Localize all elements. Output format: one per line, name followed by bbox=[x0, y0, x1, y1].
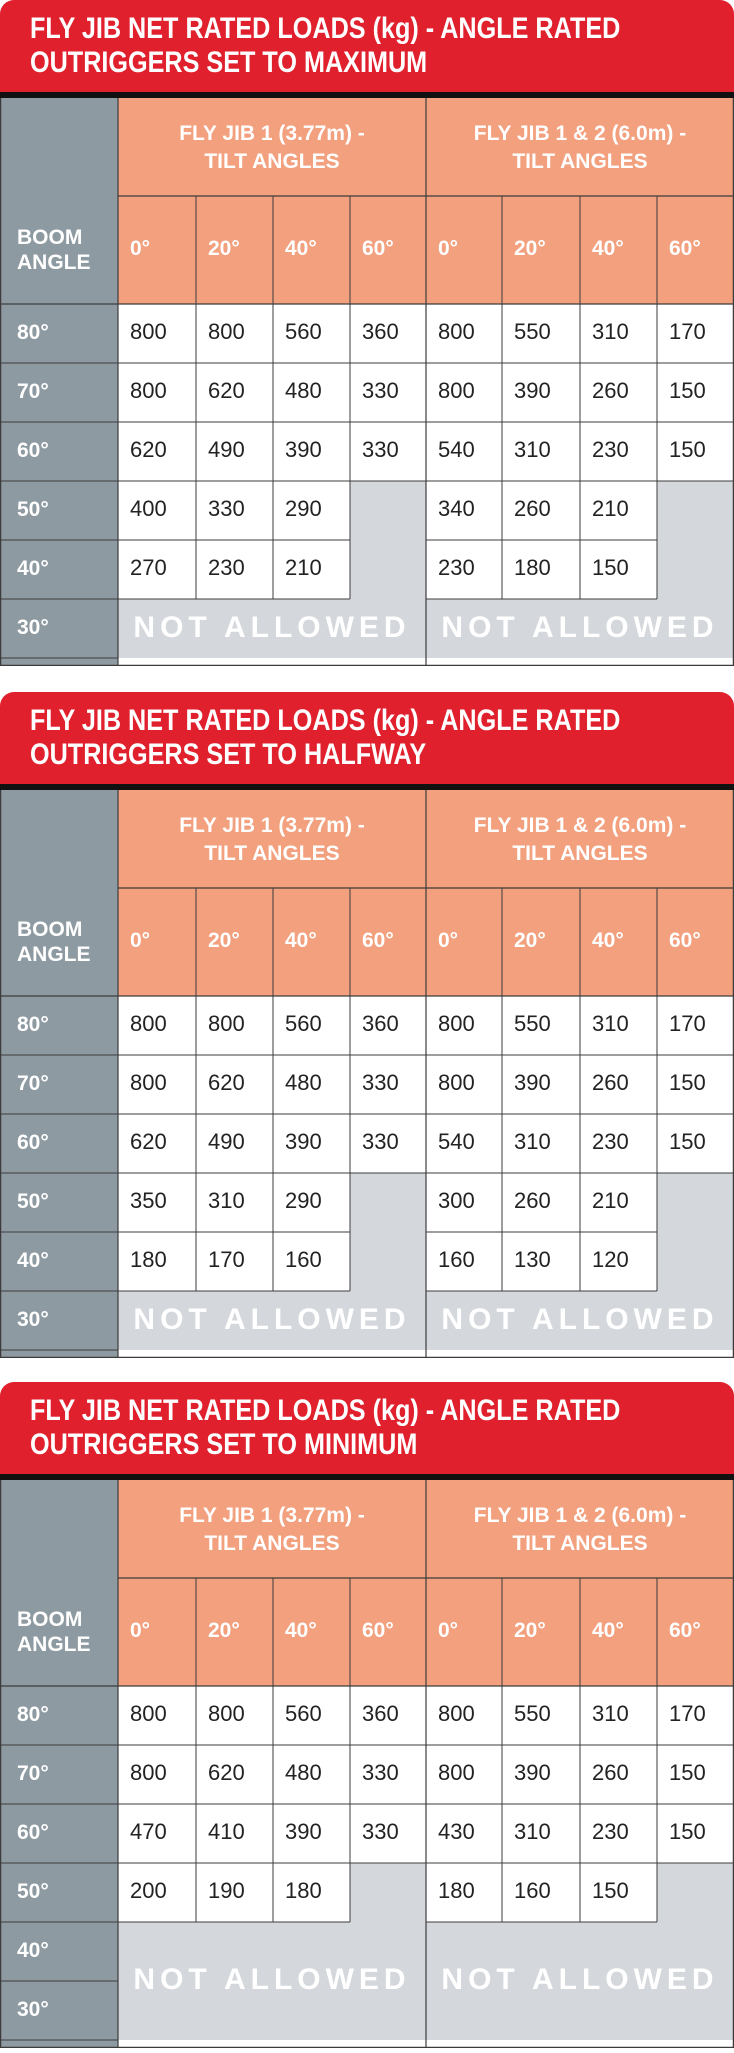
load-value-cell bbox=[350, 363, 426, 422]
load-value: 800 bbox=[438, 378, 475, 403]
load-value-cell bbox=[426, 1173, 502, 1232]
load-value-cell bbox=[196, 422, 273, 481]
jib2-header-line-2: TILT ANGLES bbox=[512, 842, 648, 865]
load-value-cell bbox=[502, 1173, 580, 1232]
load-value-cell bbox=[350, 1686, 426, 1745]
load-value-cell bbox=[426, 1804, 502, 1863]
load-value-cell bbox=[350, 1804, 426, 1863]
empty-cell bbox=[657, 1232, 734, 1291]
load-value-cell bbox=[273, 304, 350, 363]
not-allowed-label: NOT ALLOWED bbox=[133, 610, 411, 644]
load-value-cell bbox=[350, 422, 426, 481]
table-title-line-2: OUTRIGGERS SET TO MAXIMUM bbox=[30, 46, 428, 79]
load-value-cell bbox=[118, 996, 196, 1055]
load-value-cell bbox=[502, 304, 580, 363]
load-value: 800 bbox=[438, 1760, 475, 1785]
tilt-angle-label: 0° bbox=[438, 237, 459, 260]
load-value: 150 bbox=[669, 1129, 706, 1154]
jib2-header-line-2: TILT ANGLES bbox=[512, 1532, 648, 1555]
load-value: 230 bbox=[438, 555, 475, 580]
load-value-cell bbox=[273, 1114, 350, 1173]
load-value: 490 bbox=[208, 437, 245, 462]
load-value: 400 bbox=[130, 496, 167, 521]
load-value-cell bbox=[118, 363, 196, 422]
load-value-cell bbox=[657, 304, 734, 363]
load-value: 150 bbox=[592, 555, 629, 580]
load-value-cell bbox=[273, 996, 350, 1055]
load-value: 390 bbox=[514, 378, 551, 403]
load-value-cell bbox=[502, 1745, 580, 1804]
tilt-angle-label: 40° bbox=[285, 929, 317, 952]
tilt-angle-label: 60° bbox=[362, 237, 394, 260]
load-value: 160 bbox=[438, 1247, 475, 1272]
load-value-cell bbox=[426, 1055, 502, 1114]
load-value: 170 bbox=[669, 1011, 706, 1036]
jib1-header-line-2: TILT ANGLES bbox=[204, 1532, 340, 1555]
load-value-cell bbox=[580, 1745, 657, 1804]
boom-angle-row-label: 40° bbox=[17, 1939, 49, 1962]
load-value-cell bbox=[273, 1745, 350, 1804]
load-value-cell bbox=[350, 1745, 426, 1804]
load-value: 200 bbox=[130, 1878, 167, 1903]
tilt-angle-label: 40° bbox=[592, 237, 624, 260]
tilt-angle-label: 0° bbox=[130, 237, 151, 260]
load-value: 300 bbox=[438, 1188, 475, 1213]
load-value-cell bbox=[580, 540, 657, 599]
boom-angle-header-line-2: ANGLE bbox=[17, 251, 91, 274]
load-value-cell bbox=[118, 481, 196, 540]
jib1-header-line-1: FLY JIB 1 (3.77m) - bbox=[179, 814, 365, 837]
load-value-cell bbox=[273, 1804, 350, 1863]
load-table-block bbox=[0, 1382, 734, 2048]
load-value: 330 bbox=[362, 1070, 399, 1095]
load-value-cell bbox=[350, 996, 426, 1055]
load-value: 330 bbox=[362, 1819, 399, 1844]
tilt-angle-label: 20° bbox=[208, 929, 240, 952]
load-value-cell bbox=[273, 481, 350, 540]
jib2-header-line-1: FLY JIB 1 & 2 (6.0m) - bbox=[473, 814, 687, 837]
load-value: 310 bbox=[592, 1011, 629, 1036]
load-value-cell bbox=[196, 1686, 273, 1745]
empty-cell bbox=[350, 1173, 426, 1232]
load-value: 560 bbox=[285, 1701, 322, 1726]
jib1-header-line-2: TILT ANGLES bbox=[204, 150, 340, 173]
load-value: 260 bbox=[514, 1188, 551, 1213]
boom-angle-header-line-1: BOOM bbox=[17, 1608, 83, 1631]
boom-angle-header-line-2: ANGLE bbox=[17, 1633, 91, 1656]
empty-cell bbox=[657, 1863, 734, 1922]
load-value-cell bbox=[196, 540, 273, 599]
boom-angle-row-label: 60° bbox=[17, 439, 49, 462]
load-value: 540 bbox=[438, 437, 475, 462]
load-value-cell bbox=[118, 1173, 196, 1232]
load-value-cell bbox=[273, 363, 350, 422]
load-value: 800 bbox=[208, 1011, 245, 1036]
load-value: 170 bbox=[669, 319, 706, 344]
boom-angle-header-line-1: BOOM bbox=[17, 226, 83, 249]
load-value-cell bbox=[118, 1232, 196, 1291]
load-value: 350 bbox=[130, 1188, 167, 1213]
load-value: 800 bbox=[130, 1011, 167, 1036]
load-value-cell bbox=[273, 1686, 350, 1745]
load-value-cell bbox=[118, 1804, 196, 1863]
load-value-cell bbox=[502, 1863, 580, 1922]
load-value: 480 bbox=[285, 1760, 322, 1785]
load-value: 180 bbox=[130, 1247, 167, 1272]
load-value-cell bbox=[580, 996, 657, 1055]
load-value-cell bbox=[580, 363, 657, 422]
tilt-angle-label: 60° bbox=[362, 1619, 394, 1642]
empty-cell bbox=[657, 540, 734, 599]
load-value: 490 bbox=[208, 1129, 245, 1154]
load-value-cell bbox=[580, 1804, 657, 1863]
load-value-cell bbox=[426, 304, 502, 363]
load-value: 180 bbox=[285, 1878, 322, 1903]
load-value-cell bbox=[502, 996, 580, 1055]
load-value: 150 bbox=[592, 1878, 629, 1903]
load-value-cell bbox=[502, 1686, 580, 1745]
load-value: 180 bbox=[514, 555, 551, 580]
load-value: 330 bbox=[362, 1760, 399, 1785]
table-title-line-1: FLY JIB NET RATED LOADS (kg) - ANGLE RATED bbox=[30, 12, 621, 45]
empty-cell bbox=[657, 1173, 734, 1232]
boom-angle-row-label: 70° bbox=[17, 1762, 49, 1785]
boom-angle-row-label: 60° bbox=[17, 1131, 49, 1154]
load-value-cell bbox=[196, 996, 273, 1055]
load-value: 620 bbox=[208, 1070, 245, 1095]
tilt-angle-label: 20° bbox=[208, 237, 240, 260]
load-value: 800 bbox=[438, 1070, 475, 1095]
table-title-bar bbox=[0, 0, 734, 98]
load-value-cell bbox=[273, 1055, 350, 1114]
load-value: 800 bbox=[208, 1701, 245, 1726]
table-title-line-2: OUTRIGGERS SET TO MINIMUM bbox=[30, 1428, 418, 1461]
load-value: 390 bbox=[514, 1760, 551, 1785]
load-value-cell bbox=[426, 1232, 502, 1291]
load-value: 620 bbox=[130, 437, 167, 462]
tilt-angle-label: 0° bbox=[130, 1619, 151, 1642]
load-value: 620 bbox=[130, 1129, 167, 1154]
load-value: 360 bbox=[362, 1011, 399, 1036]
load-value: 170 bbox=[208, 1247, 245, 1272]
load-value-cell bbox=[273, 1173, 350, 1232]
load-value-cell bbox=[580, 1232, 657, 1291]
load-value: 150 bbox=[669, 437, 706, 462]
load-value-cell bbox=[580, 1686, 657, 1745]
load-value: 360 bbox=[362, 1701, 399, 1726]
tilt-angle-label: 40° bbox=[285, 1619, 317, 1642]
tilt-angle-label: 60° bbox=[362, 929, 394, 952]
load-value: 170 bbox=[669, 1701, 706, 1726]
load-value-cell bbox=[350, 304, 426, 363]
load-value-cell bbox=[426, 540, 502, 599]
boom-angle-row-label: 50° bbox=[17, 498, 49, 521]
load-value-cell bbox=[426, 996, 502, 1055]
load-value-cell bbox=[118, 422, 196, 481]
load-value-cell bbox=[118, 1863, 196, 1922]
boom-angle-row-label: 80° bbox=[17, 1703, 49, 1726]
boom-angle-row-label: 70° bbox=[17, 380, 49, 403]
load-value-cell bbox=[657, 1055, 734, 1114]
load-value: 160 bbox=[285, 1247, 322, 1272]
load-value: 210 bbox=[592, 1188, 629, 1213]
tilt-angle-label: 40° bbox=[285, 237, 317, 260]
load-value-cell bbox=[426, 1745, 502, 1804]
load-value: 180 bbox=[438, 1878, 475, 1903]
load-value-cell bbox=[118, 304, 196, 363]
load-value: 330 bbox=[362, 378, 399, 403]
load-value-cell bbox=[657, 1114, 734, 1173]
load-value: 410 bbox=[208, 1819, 245, 1844]
load-value-cell bbox=[657, 422, 734, 481]
load-value-cell bbox=[196, 481, 273, 540]
load-value-cell bbox=[502, 1055, 580, 1114]
load-value: 550 bbox=[514, 1701, 551, 1726]
load-value: 560 bbox=[285, 1011, 322, 1036]
tilt-angle-label: 0° bbox=[438, 929, 459, 952]
load-value: 260 bbox=[592, 1760, 629, 1785]
load-value-cell bbox=[196, 1745, 273, 1804]
load-value-cell bbox=[118, 1055, 196, 1114]
tilt-angle-label: 20° bbox=[208, 1619, 240, 1642]
load-value: 150 bbox=[669, 1070, 706, 1095]
load-value: 310 bbox=[514, 1819, 551, 1844]
not-allowed-label: NOT ALLOWED bbox=[133, 1963, 411, 1996]
load-value: 230 bbox=[592, 437, 629, 462]
load-value-cell bbox=[196, 1114, 273, 1173]
load-value: 210 bbox=[285, 555, 322, 580]
table-title-line-1: FLY JIB NET RATED LOADS (kg) - ANGLE RATED bbox=[30, 704, 621, 737]
load-value: 230 bbox=[208, 555, 245, 580]
jib1-header-line-1: FLY JIB 1 (3.77m) - bbox=[179, 122, 365, 145]
load-value: 150 bbox=[669, 1819, 706, 1844]
empty-cell bbox=[657, 481, 734, 540]
empty-cell bbox=[350, 481, 426, 540]
load-value-cell bbox=[580, 481, 657, 540]
load-value-cell bbox=[350, 1055, 426, 1114]
table-title-line-1: FLY JIB NET RATED LOADS (kg) - ANGLE RATED bbox=[30, 1394, 621, 1427]
tilt-angle-label: 20° bbox=[514, 1619, 546, 1642]
load-value: 310 bbox=[592, 319, 629, 344]
load-value-cell bbox=[502, 1114, 580, 1173]
load-value: 480 bbox=[285, 1070, 322, 1095]
load-table bbox=[0, 1480, 734, 2048]
jib2-header-line-1: FLY JIB 1 & 2 (6.0m) - bbox=[473, 1504, 687, 1527]
load-value: 260 bbox=[592, 1070, 629, 1095]
load-value-cell bbox=[196, 1173, 273, 1232]
jib2-header-line-2: TILT ANGLES bbox=[512, 150, 648, 173]
load-value: 330 bbox=[362, 1129, 399, 1154]
not-allowed-label: NOT ALLOWED bbox=[441, 610, 719, 644]
load-value: 290 bbox=[285, 496, 322, 521]
load-value-cell bbox=[196, 1804, 273, 1863]
load-value: 390 bbox=[285, 1819, 322, 1844]
load-value: 800 bbox=[130, 1760, 167, 1785]
load-value-cell bbox=[580, 1173, 657, 1232]
load-value-cell bbox=[580, 1114, 657, 1173]
load-value: 550 bbox=[514, 319, 551, 344]
load-value-cell bbox=[502, 481, 580, 540]
tilt-angle-label: 0° bbox=[438, 1619, 459, 1642]
load-value: 800 bbox=[130, 319, 167, 344]
boom-angle-row-label: 60° bbox=[17, 1821, 49, 1844]
empty-cell bbox=[350, 1232, 426, 1291]
load-value: 430 bbox=[438, 1819, 475, 1844]
boom-angle-row-label: 30° bbox=[17, 1998, 49, 2021]
load-value-cell bbox=[426, 363, 502, 422]
load-value-cell bbox=[118, 1686, 196, 1745]
tilt-angle-label: 60° bbox=[669, 929, 701, 952]
boom-angle-header-line-1: BOOM bbox=[17, 918, 83, 941]
load-value-cell bbox=[273, 540, 350, 599]
load-value: 340 bbox=[438, 496, 475, 521]
load-value-cell bbox=[657, 996, 734, 1055]
load-value: 190 bbox=[208, 1878, 245, 1903]
load-value: 800 bbox=[438, 319, 475, 344]
load-value: 800 bbox=[438, 1701, 475, 1726]
load-value: 800 bbox=[130, 378, 167, 403]
tilt-angle-label: 0° bbox=[130, 929, 151, 952]
boom-angle-row-label: 50° bbox=[17, 1190, 49, 1213]
load-value: 120 bbox=[592, 1247, 629, 1272]
load-value: 230 bbox=[592, 1819, 629, 1844]
table-title-line-2: OUTRIGGERS SET TO HALFWAY bbox=[30, 738, 427, 771]
table-title-bar bbox=[0, 1382, 734, 1480]
load-value: 330 bbox=[362, 437, 399, 462]
load-table-block bbox=[0, 0, 734, 666]
boom-angle-row-label: 80° bbox=[17, 1013, 49, 1036]
load-value-cell bbox=[426, 1863, 502, 1922]
load-value: 620 bbox=[208, 378, 245, 403]
load-value: 480 bbox=[285, 378, 322, 403]
load-value: 310 bbox=[514, 1129, 551, 1154]
load-value: 230 bbox=[592, 1129, 629, 1154]
load-value: 160 bbox=[514, 1878, 551, 1903]
not-allowed-label: NOT ALLOWED bbox=[441, 1302, 719, 1336]
load-value: 800 bbox=[208, 319, 245, 344]
load-value-cell bbox=[657, 1804, 734, 1863]
load-value: 800 bbox=[130, 1070, 167, 1095]
load-value: 130 bbox=[514, 1247, 551, 1272]
tilt-angle-label: 60° bbox=[669, 1619, 701, 1642]
load-value-cell bbox=[118, 1745, 196, 1804]
jib1-header-line-1: FLY JIB 1 (3.77m) - bbox=[179, 1504, 365, 1527]
load-value-cell bbox=[196, 1232, 273, 1291]
load-value-cell bbox=[580, 304, 657, 363]
load-value-cell bbox=[580, 1055, 657, 1114]
load-value-cell bbox=[580, 1863, 657, 1922]
load-value: 620 bbox=[208, 1760, 245, 1785]
load-value: 800 bbox=[130, 1701, 167, 1726]
load-value: 310 bbox=[592, 1701, 629, 1726]
load-value: 800 bbox=[438, 1011, 475, 1036]
boom-angle-row-label: 30° bbox=[17, 1308, 49, 1331]
load-value-cell bbox=[502, 1232, 580, 1291]
load-value-cell bbox=[502, 363, 580, 422]
load-value-cell bbox=[196, 1863, 273, 1922]
not-allowed-label: NOT ALLOWED bbox=[133, 1302, 411, 1336]
load-value-cell bbox=[273, 1863, 350, 1922]
load-value-cell bbox=[502, 540, 580, 599]
load-value-cell bbox=[657, 1686, 734, 1745]
not-allowed-label: NOT ALLOWED bbox=[441, 1963, 719, 1996]
load-value-cell bbox=[657, 363, 734, 422]
load-value-cell bbox=[502, 1804, 580, 1863]
load-value: 360 bbox=[362, 319, 399, 344]
table-title-bar bbox=[0, 692, 734, 790]
jib2-header-line-1: FLY JIB 1 & 2 (6.0m) - bbox=[473, 122, 687, 145]
load-value: 260 bbox=[514, 496, 551, 521]
load-value-cell bbox=[426, 1686, 502, 1745]
load-value: 290 bbox=[285, 1188, 322, 1213]
tilt-angle-label: 20° bbox=[514, 237, 546, 260]
load-value: 390 bbox=[285, 437, 322, 462]
load-value-cell bbox=[580, 422, 657, 481]
load-value: 550 bbox=[514, 1011, 551, 1036]
load-value-cell bbox=[426, 481, 502, 540]
boom-angle-row-label: 30° bbox=[17, 616, 49, 639]
load-value: 310 bbox=[514, 437, 551, 462]
load-table bbox=[0, 790, 734, 1358]
load-value: 560 bbox=[285, 319, 322, 344]
load-value: 390 bbox=[285, 1129, 322, 1154]
load-value-cell bbox=[657, 1745, 734, 1804]
load-table bbox=[0, 98, 734, 666]
empty-cell bbox=[350, 1863, 426, 1922]
empty-cell bbox=[350, 540, 426, 599]
load-value: 310 bbox=[208, 1188, 245, 1213]
tilt-angle-label: 20° bbox=[514, 929, 546, 952]
tilt-angle-label: 40° bbox=[592, 1619, 624, 1642]
load-value-cell bbox=[196, 363, 273, 422]
load-value-cell bbox=[426, 422, 502, 481]
load-value-cell bbox=[196, 1055, 273, 1114]
load-value: 150 bbox=[669, 378, 706, 403]
load-value-cell bbox=[196, 304, 273, 363]
load-value: 390 bbox=[514, 1070, 551, 1095]
boom-angle-row-label: 40° bbox=[17, 557, 49, 580]
load-value: 260 bbox=[592, 378, 629, 403]
load-value: 470 bbox=[130, 1819, 167, 1844]
load-value-cell bbox=[273, 1232, 350, 1291]
load-value-cell bbox=[273, 422, 350, 481]
load-value: 150 bbox=[669, 1760, 706, 1785]
boom-angle-row-label: 50° bbox=[17, 1880, 49, 1903]
tilt-angle-label: 40° bbox=[592, 929, 624, 952]
load-value-cell bbox=[350, 1114, 426, 1173]
load-value: 540 bbox=[438, 1129, 475, 1154]
load-value: 210 bbox=[592, 496, 629, 521]
load-value: 270 bbox=[130, 555, 167, 580]
load-value-cell bbox=[118, 540, 196, 599]
load-table-block bbox=[0, 692, 734, 1358]
jib1-header-line-2: TILT ANGLES bbox=[204, 842, 340, 865]
load-value-cell bbox=[118, 1114, 196, 1173]
boom-angle-row-label: 70° bbox=[17, 1072, 49, 1095]
load-value-cell bbox=[502, 422, 580, 481]
boom-angle-row-label: 80° bbox=[17, 321, 49, 344]
tilt-angle-label: 60° bbox=[669, 237, 701, 260]
load-value: 330 bbox=[208, 496, 245, 521]
boom-angle-header-line-2: ANGLE bbox=[17, 943, 91, 966]
boom-angle-row-label: 40° bbox=[17, 1249, 49, 1272]
load-value-cell bbox=[426, 1114, 502, 1173]
